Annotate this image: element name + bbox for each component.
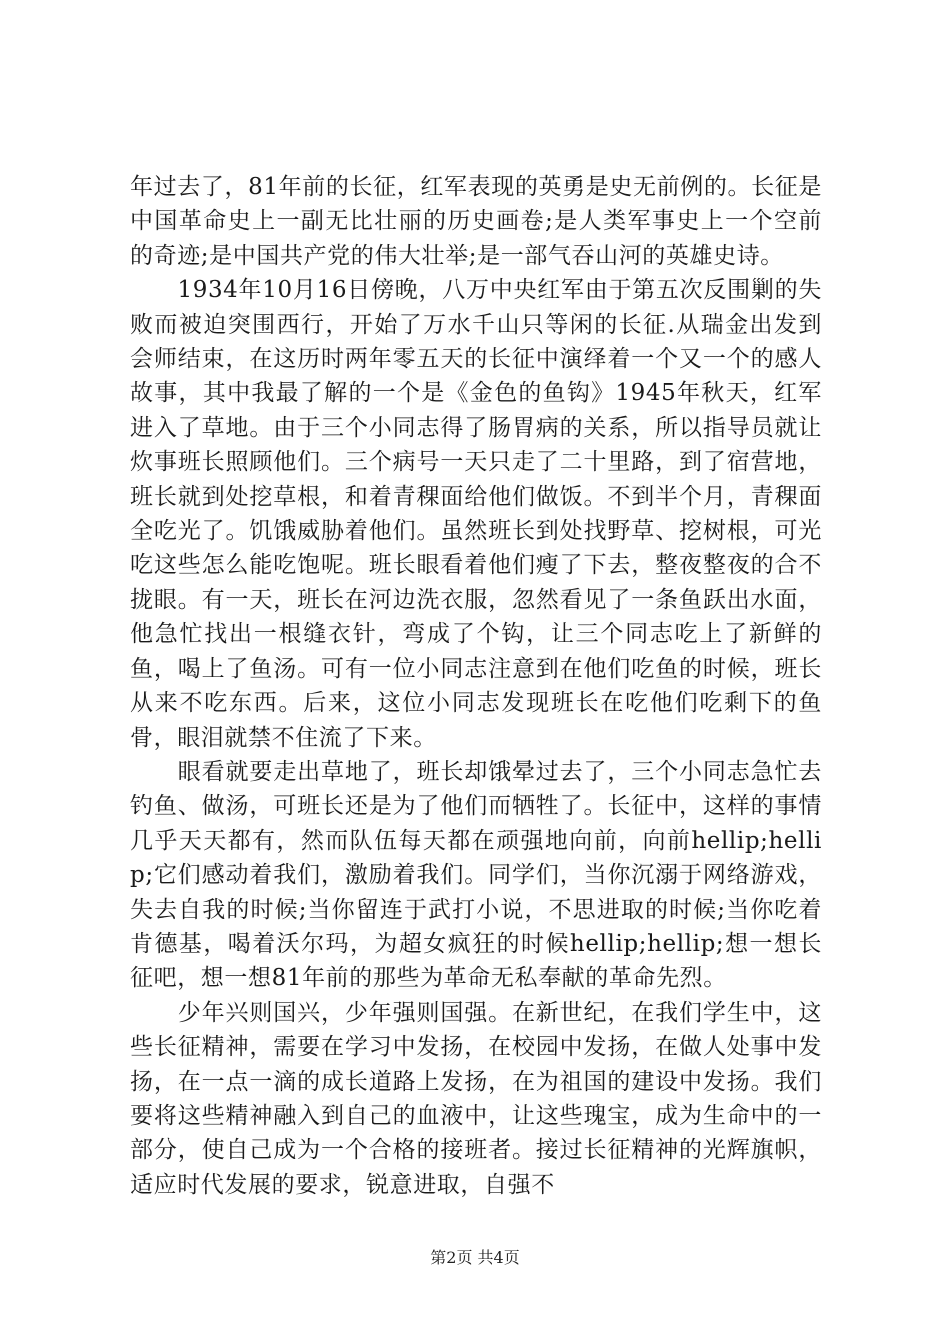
- paragraph-4: 少年兴则国兴，少年强则国强。在新世纪，在我们学生中，这些长征精神，需要在学习中发扬，在校园中发扬，在做人处事中发扬，在一点一滴的成长道路上发扬，在为祖国的建设中发扬。我们要将这些精神融入到自己的血液中，让这些瑰宝，成为生命中的一部分，使自己成为一个合格的接班者。接过长征精神的光辉旗帜，适应时代发展的要求，锐意进取，自强不: [130, 999, 822, 1198]
- paragraph-1: 年过去了，81年前的长征，红军表现的英勇是史无前例的。长征是中国革命史上一副无比壮丽的历史画卷;是人类军事史上一个空前的奇迹;是中国共产党的伟大壮举;是一部气吞山河的英雄史诗。: [130, 174, 822, 269]
- page-number-footer: 第2页 共4页: [430, 1248, 520, 1267]
- document-body: [130, 170, 822, 1202]
- paragraph-3: 眼看就要走出草地了，班长却饿晕过去了，三个小同志急忙去钓鱼、做汤，可班长还是为了他们而牺牲了。长征中，这样的事情几乎天天都有，然而队伍每天都在顽强地向前，向前hellip;hellip;它们感动着我们，激励着我们。同学们，当你沉溺于网络游戏，失去自我的时候;当你留连于武打小说，不思进取的时候;当你吃着肯德基，喝着沃尔玛，为超女疯狂的时候hellip;hellip;想一想长征吧，想一想81年前的那些为革命无私奉献的革命先烈。: [130, 758, 822, 992]
- paragraph-2: 1934年10月16日傍晚，八万中央红军由于第五次反围剿的失败而被迫突围西行，开始了万水千山只等闲的长征.从瑞金出发到会师结束，在这历时两年零五天的长征中演绎着一个又一个的感人故事，其中我最了解的一个是《金色的鱼钩》1945年秋天，红军进入了草地。由于三个小同志得了肠胃病的关系，所以指导员就让炊事班长照顾他们。三个病号一天只走了二十里路，到了宿营地，班长就到处挖草根，和着青稞面给他们做饭。不到半个月，青稞面全吃光了。饥饿威胁着他们。虽然班长到处找野草、挖树根，可光吃这些怎么能吃饱呢。班长眼看着他们瘦了下去，整夜整夜的合不拢眼。有一天，班长在河边洗衣服，忽然看见了一条鱼跃出水面，他急忙找出一根缝衣针，弯成了个钩，让三个同志吃上了新鲜的鱼，喝上了鱼汤。可有一位小同志注意到在他们吃鱼的时候，班长从来不吃东西。后来，这位小同志发现班长在吃他们吃剩下的鱼骨，眼泪就禁不住流了下来。: [130, 277, 822, 751]
